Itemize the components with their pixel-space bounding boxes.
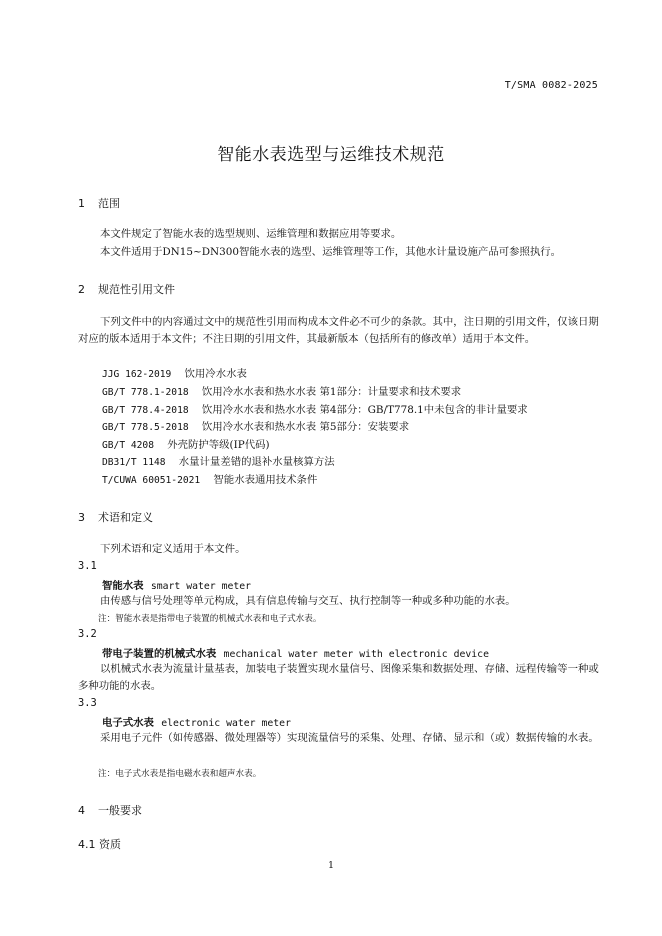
reference-code: GB/T 778.4-2018 [102,405,189,416]
reference-code: DB31/T 1148 [102,457,166,468]
document-title: 智能水表选型与运维技术规范 [217,145,445,165]
term-en: smart water meter [150,581,252,592]
section-title: 规范性引用文件 [98,283,175,296]
term-en: electronic water meter [161,718,291,729]
section-1-heading [78,195,120,211]
subsection-title: 资质 [99,838,121,851]
standard-number: T/SMA 0082-2025 [504,80,598,91]
reference-code: GB/T 4208 [102,440,154,451]
section-number: 4 [78,804,85,817]
reference-title: 水量计量差错的退补水量核算方法 [178,456,335,468]
reference-title: 外壳防护等级(IP代码) [167,439,270,451]
section-2-heading [78,281,175,297]
term-number: 3.2 [78,628,97,640]
term-definition: 采用电子元件（如传感器、微处理器等）实现流量信号的采集、处理、存储、显示和（或）数据传输的水表。 [100,732,599,744]
reference-code: JJG 162-2019 [102,369,172,380]
term-definition: 由传感与信号处理等单元构成，具有信息传输与交互、执行控制等一种或多种功能的水表。 [100,595,516,607]
term-heading [102,645,489,660]
term-zh: 带电子装置的机械式水表 [102,648,217,660]
section-number: 2 [78,283,85,296]
reference-item [102,472,317,489]
page-number: 1 [327,860,335,871]
reference-code: GB/T 778.5-2018 [102,422,189,433]
reference-item [102,402,528,419]
term-en: mechanical water meter with electronic device [223,649,489,660]
section-3-intro: 下列术语和定义适用于本文件。 [100,543,246,555]
section-4-heading [78,802,142,818]
section-2-paragraph: 下列文件中的内容通过文中的规范性引用而构成本文件必不可少的条款。其中，注日期的引用文件，仅该日期对应的版本适用于本文件；不注日期的引用文件，其最新版本（包括所有的修改单）适用于本文件。 [78,316,599,346]
reference-title: 智能水表通用技术条件 [213,474,318,486]
reference-code: GB/T 778.1-2018 [102,387,189,398]
term-number: 3.1 [78,560,97,572]
section-number: 1 [78,197,85,210]
term-number: 3.3 [78,697,97,709]
reference-code: T/CUWA 60051-2021 [102,475,201,486]
reference-title: 饮用冷水水表和热水水表 第5部分：安装要求 [201,421,410,433]
term-heading [102,577,251,592]
subsection-number: 4.1 [78,838,96,851]
reference-item [102,437,270,454]
section-title: 术语和定义 [98,511,153,524]
section-1-paragraph-2: 本文件适用于DN15~DN300智能水表的选型、运维管理等工作，其他水计量设施产品可参照执行。 [100,246,562,258]
reference-item [102,366,247,383]
reference-item [102,384,461,401]
subsection-4-1-heading [78,836,121,852]
section-title: 范围 [98,197,120,210]
term-note: 注：电子式水表是指电磁水表和超声水表。 [98,769,262,779]
term-note: 注：智能水表是指带电子装置的机械式水表和电子式水表。 [98,614,322,624]
term-definition: 以机械式水表为流量计量基表，加装电子装置实现水量信号、图像采集和数据处理、存储、远程传输等一种或多种功能的水表。 [78,663,599,693]
reference-item [102,454,335,471]
term-zh: 电子式水表 [102,717,154,729]
section-3-heading [78,509,153,525]
section-title: 一般要求 [98,804,142,817]
term-heading [102,714,291,729]
section-number: 3 [78,511,85,524]
reference-title: 饮用冷水水表和热水水表 第4部分：GB/T778.1中未包含的非计量要求 [201,404,528,416]
reference-title: 饮用冷水水表 [184,368,247,380]
reference-title: 饮用冷水水表和热水水表 第1部分：计量要求和技术要求 [201,386,462,398]
section-1-paragraph-1: 本文件规定了智能水表的选型规则、运维管理和数据应用等要求。 [100,228,402,240]
reference-item [102,419,409,436]
term-zh: 智能水表 [102,580,144,592]
